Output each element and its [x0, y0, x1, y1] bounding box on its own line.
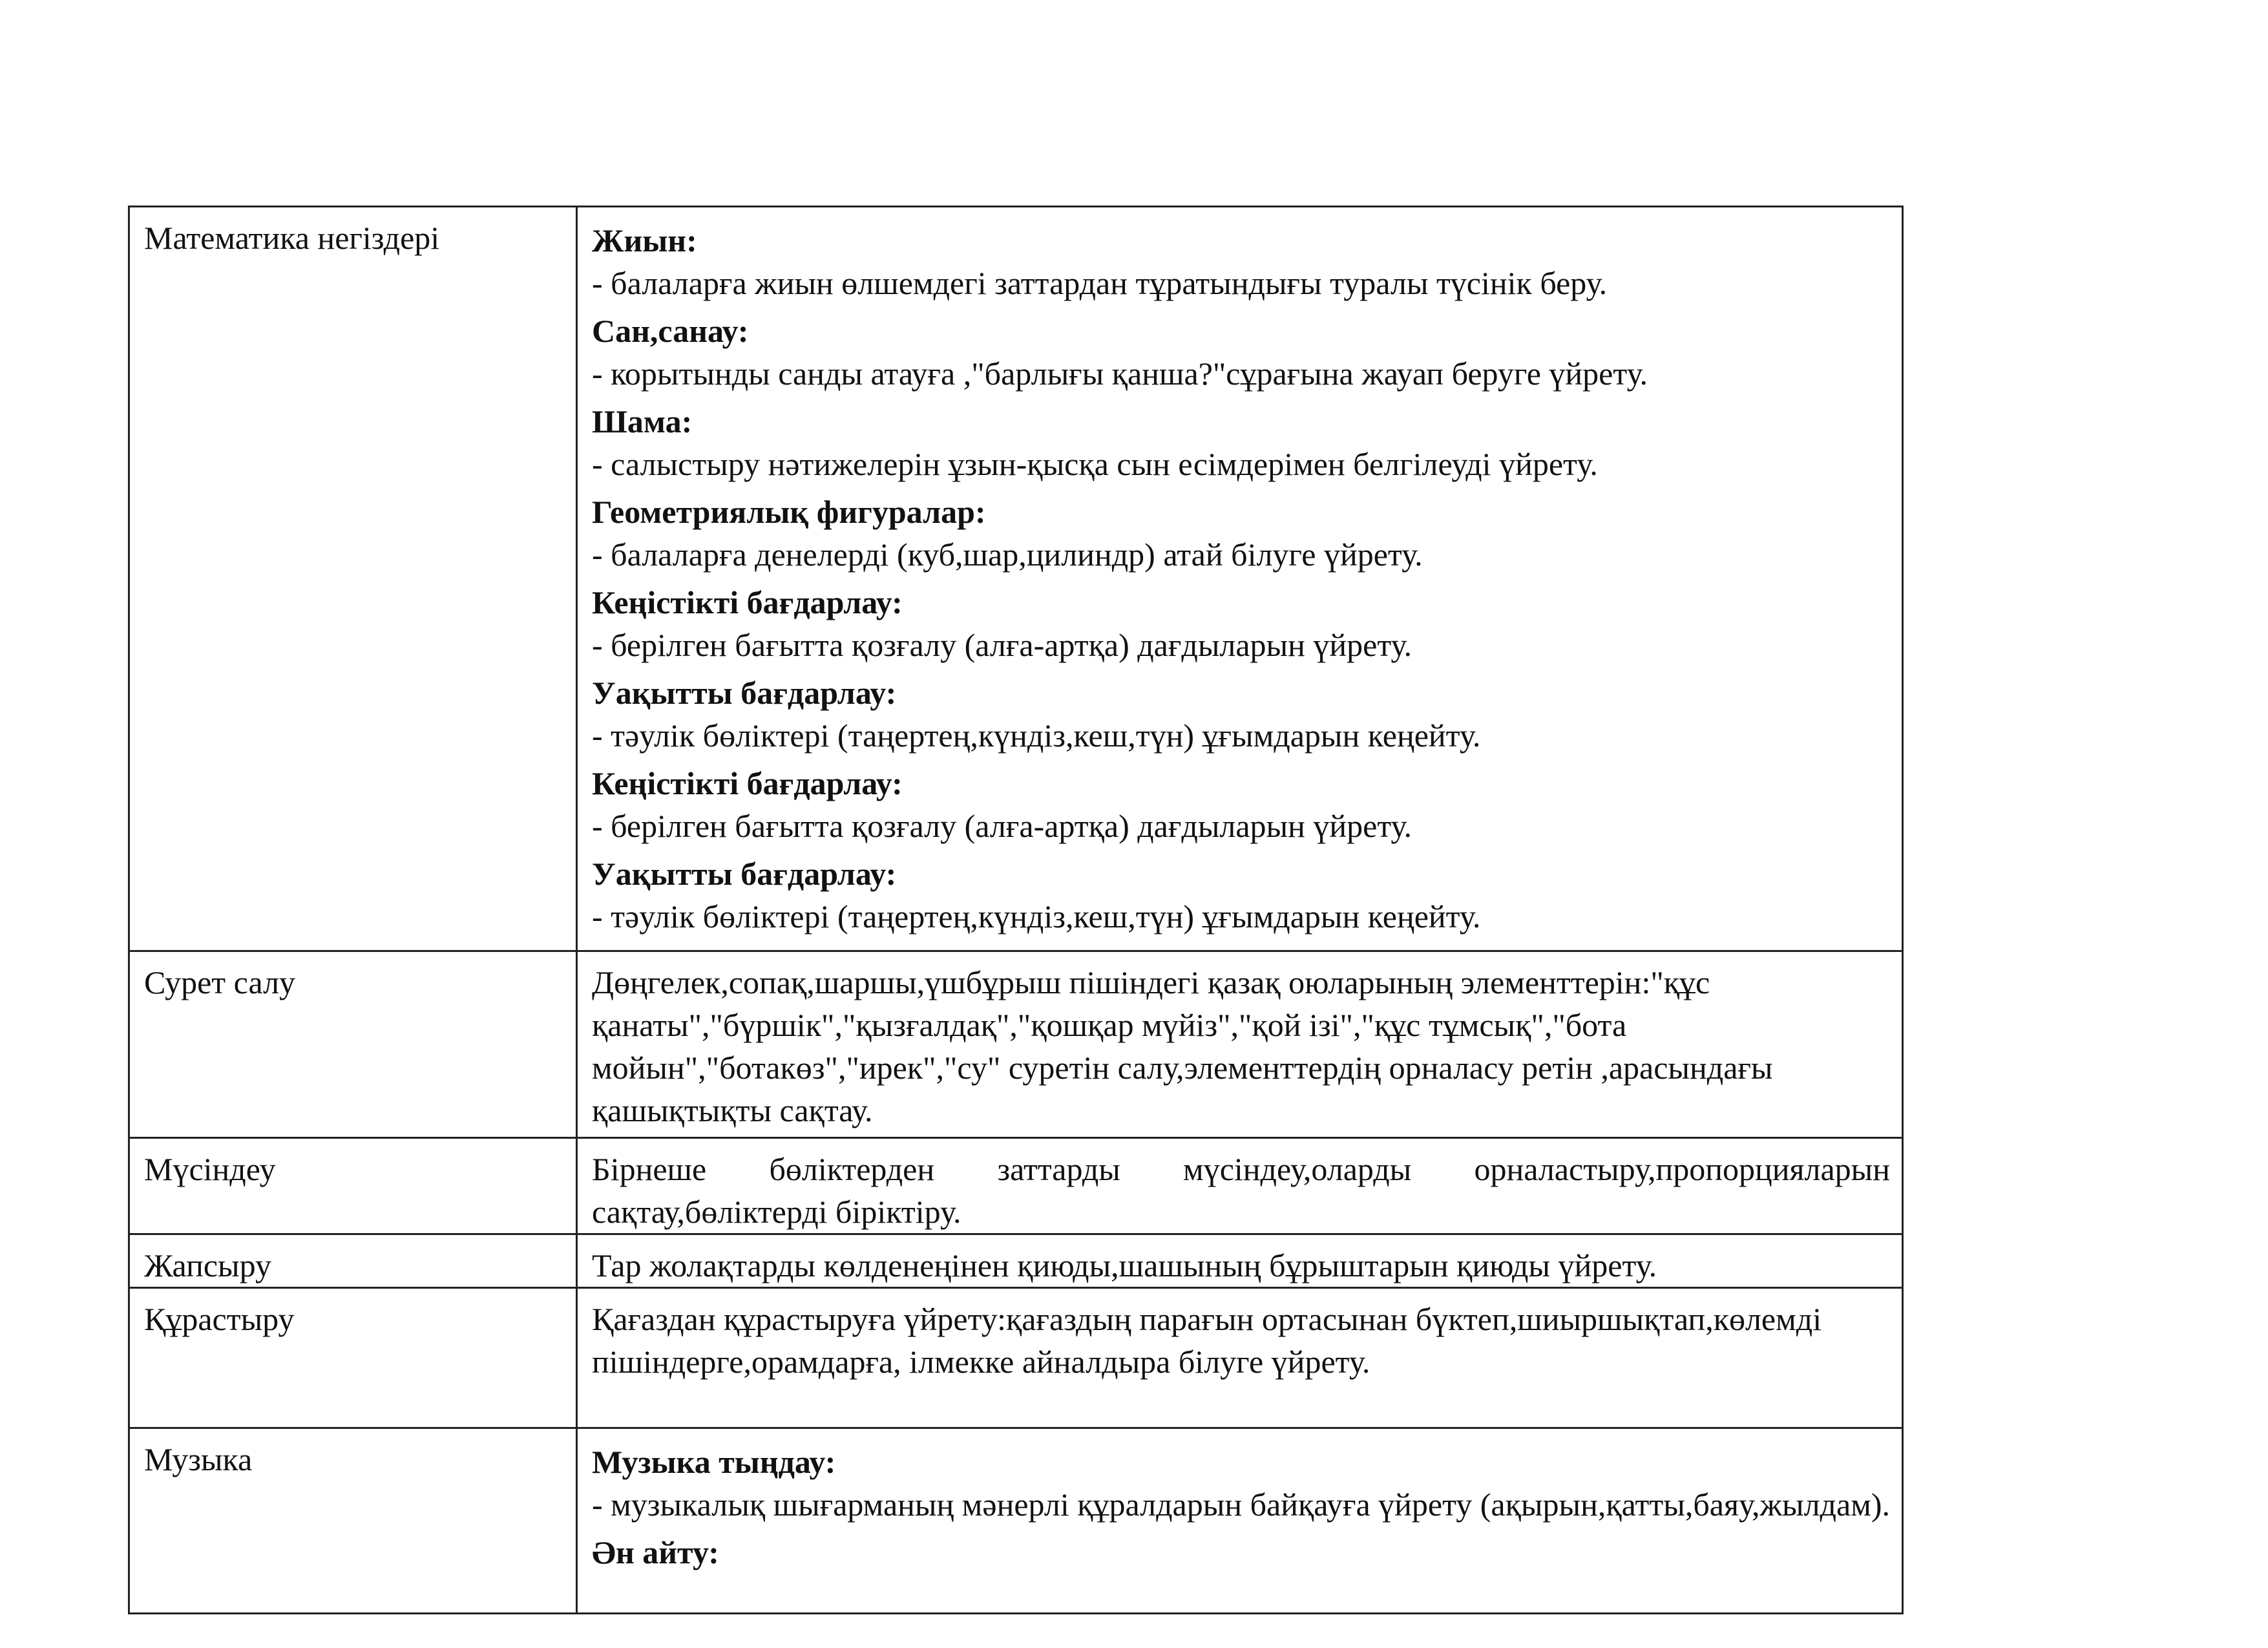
- section-text: - тәулік бөліктері (таңертең,күндіз,кеш,түн) ұғымдарын кеңейту.: [592, 717, 1481, 754]
- section-text: Тар жолақтарды көлденеңінен қиюды,шашының бұрыштарын қиюды үйрету.: [592, 1247, 1657, 1284]
- subject-cell: Мүсіндеу: [129, 1138, 577, 1234]
- section-heading: Геометриялық фигуралар:: [592, 494, 986, 530]
- section-text: - балаларға денелерді (куб,шар,цилиндр) атай білуге үйрету.: [592, 536, 1423, 573]
- section-text: - корытынды санды атауға ,"барлығы қанша?"сұрағына жауап беруге үйрету.: [592, 355, 1648, 392]
- section-heading: Уақытты бағдарлау:: [592, 856, 897, 892]
- table-row-construction: [129, 1288, 1903, 1428]
- section-text: - салыстыру нәтижелерін ұзын-қысқа сын есімдерімен белгілеуді үйрету.: [592, 446, 1598, 482]
- section-heading: Музыка тыңдау:: [592, 1444, 836, 1480]
- subject-cell: Жапсыру: [129, 1234, 577, 1288]
- section-heading: Уақытты бағдарлау:: [592, 675, 897, 711]
- section-text: - берілген бағытта қозғалу (алға-артқа) дағдыларын үйрету.: [592, 627, 1412, 663]
- content-cell: [577, 1428, 1903, 1614]
- subject-cell: Музыка: [129, 1428, 577, 1614]
- subject-cell: Математика негіздері: [129, 207, 577, 951]
- subject-cell: Құрастыру: [129, 1288, 577, 1428]
- table-row-applique: [129, 1234, 1903, 1288]
- section-heading: Сан,санау:: [592, 313, 749, 349]
- content-cell: [577, 207, 1903, 951]
- section-heading: Ән айту:: [592, 1534, 719, 1570]
- section-text: - музыкалық шығарманың мәнерлі құралдарын байқауға үйрету (ақырын,қатты,баяу,жылдам).: [592, 1486, 1890, 1523]
- section-text: - берілген бағытта қозғалу (алға-артқа) дағдыларын үйрету.: [592, 808, 1412, 844]
- section-heading: Шама:: [592, 403, 693, 439]
- subject-cell: Сурет салу: [129, 951, 577, 1138]
- table-row-modeling: [129, 1138, 1903, 1234]
- content-cell: [577, 1138, 1903, 1234]
- curriculum-table: [128, 206, 1904, 1614]
- section-text: Дөңгелек,сопақ,шаршы,үшбұрыш пішіндегі қазақ оюларының элементтерін:"құс қанаты","бүршік","қызғалдақ","қошқар мүйіз","қой ізі","құс тұмсық","бота мойын","ботакөз","ирек","су" суретін салу,элементтердің орналасу ретін ,арасындағы қашықтықты сақтау.: [592, 964, 1773, 1128]
- table-row-drawing: [129, 951, 1903, 1138]
- section-text: - балаларға жиын өлшемдегі заттардан тұратындығы туралы түсінік беру.: [592, 265, 1608, 301]
- section-heading: Кеңістікті бағдарлау:: [592, 765, 903, 801]
- section-text: Қағаздан құрастыруға үйрету:қағаздың парағын ортасынан бүктеп,шиыршықтап,көлемді пішіндерге,орамдарға, ілмекке айналдыра білуге үйрету.: [592, 1301, 1822, 1380]
- content-cell: [577, 1234, 1903, 1288]
- section-heading: Жиын:: [592, 222, 697, 259]
- section-heading: Кеңістікті бағдарлау:: [592, 584, 903, 620]
- table-row-music: [129, 1428, 1903, 1614]
- content-cell: [577, 1288, 1903, 1428]
- content-cell: [577, 951, 1903, 1138]
- table-row-mathematics: [129, 207, 1903, 951]
- section-text: - тәулік бөліктері (таңертең,күндіз,кеш,түн) ұғымдарын кеңейту.: [592, 898, 1481, 935]
- section-text: Бірнеше бөліктерден заттарды мүсіндеу,оларды орналастыру,пропорцияларын сақтау,бөліктерді біріктіру.: [592, 1151, 1890, 1230]
